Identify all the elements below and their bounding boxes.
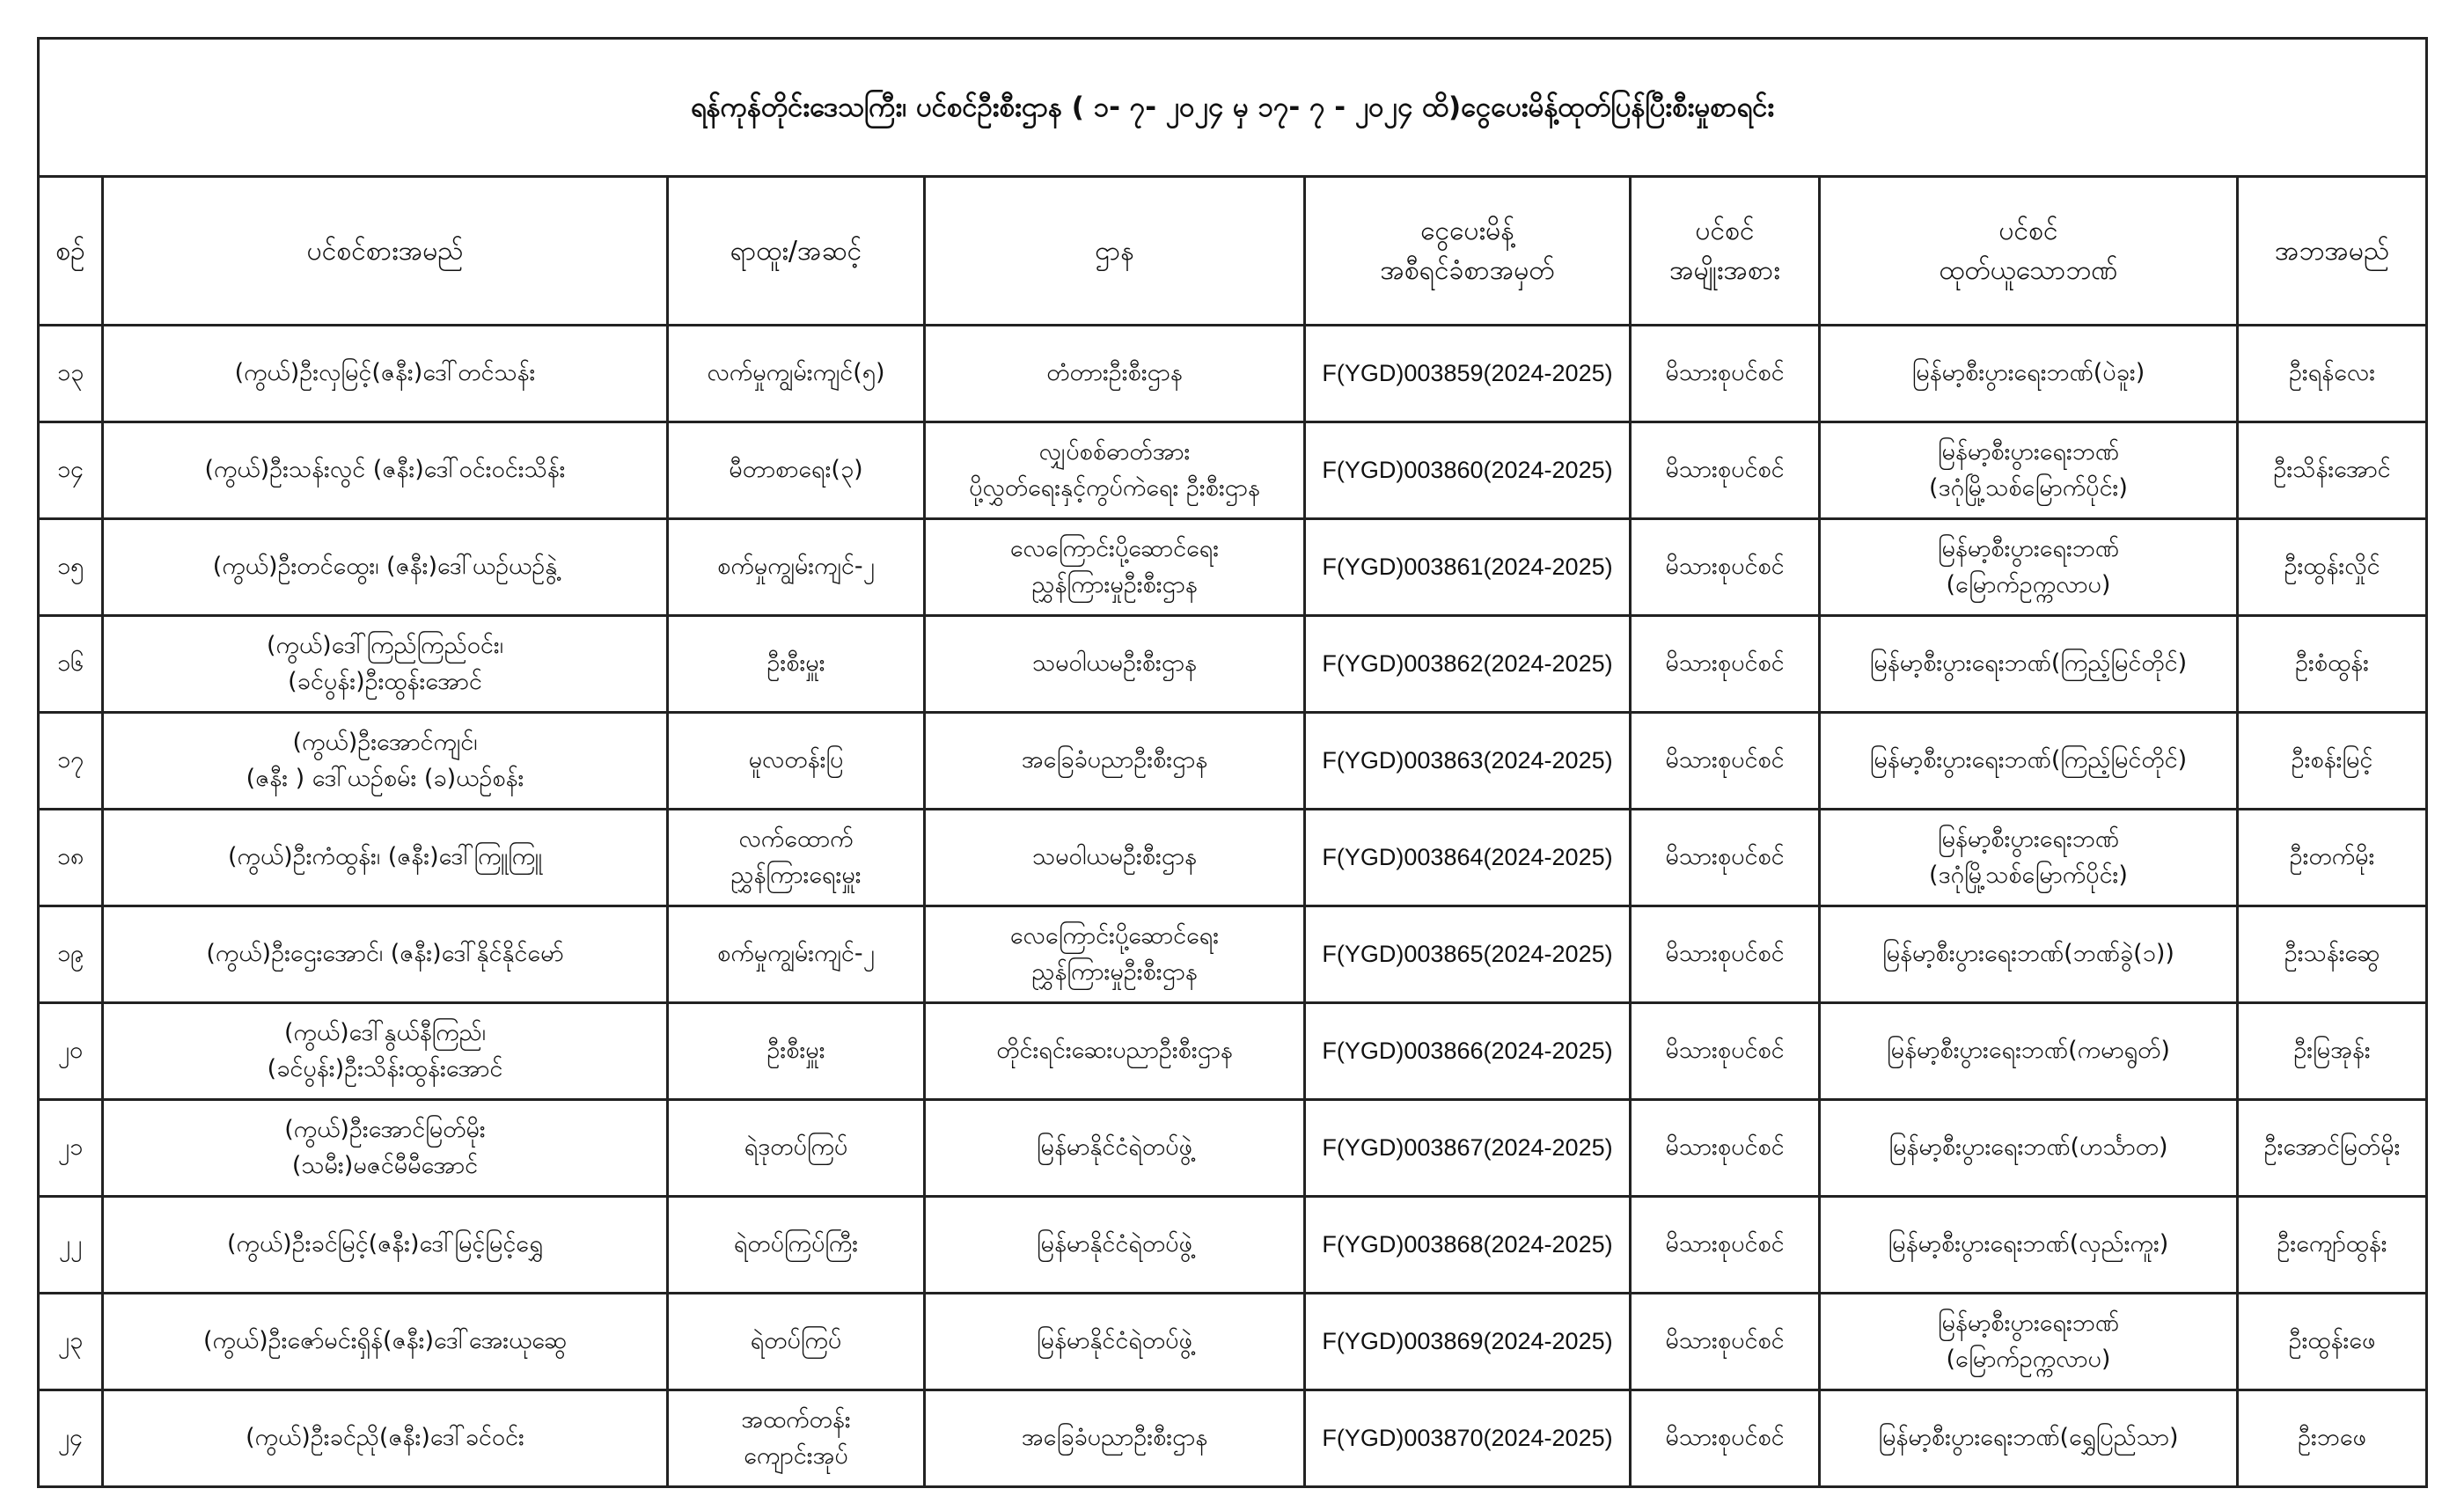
cell-department <box>925 422 1305 519</box>
col-header-reference <box>1305 177 1631 326</box>
cell-pension-type <box>1631 1100 1820 1197</box>
cell-pension-type <box>1631 1197 1820 1294</box>
cell-line: လက်မှုကျွမ်းကျင်(၅) <box>707 359 885 387</box>
cell-father-name <box>2238 713 2427 810</box>
cell-line: မိသားစုပင်စင် <box>1665 843 1785 871</box>
cell-line: ဦးကျော်ထွန်း <box>2277 1230 2387 1258</box>
cell-bank <box>1820 422 2238 519</box>
cell-line: မိသားစုပင်စင် <box>1665 1037 1785 1065</box>
cell-line: ဦးတက်မိုး <box>2289 843 2375 871</box>
cell-line: ညွှန်ကြားရေးမှူး <box>730 861 862 889</box>
cell-line: မြန်မာနိုင်ငံရဲတပ်ဖွဲ့ <box>1037 1230 1192 1258</box>
cell-father-name <box>2238 326 2427 422</box>
cell-department <box>925 519 1305 616</box>
cell-line: ၁၈ <box>56 843 84 871</box>
cell-department <box>925 1003 1305 1100</box>
cell-line: ညွှန်ကြားမှုဦးစီးဌာန <box>1031 957 1198 986</box>
cell-rank <box>668 1003 925 1100</box>
cell-line: (မြောက်ဥက္ကလာပ) <box>1946 570 2111 598</box>
cell-no <box>39 326 103 422</box>
header-line: ပင်စင် <box>1998 216 2058 246</box>
cell-rank <box>668 906 925 1003</box>
header-line: ထုတ်ယူသောဘဏ် <box>1939 255 2118 286</box>
cell-department <box>925 1294 1305 1390</box>
cell-line: ဦးသန်းဆွေ <box>2284 940 2380 968</box>
cell-bank <box>1820 326 2238 422</box>
cell-bank <box>1820 1294 2238 1390</box>
cell-bank <box>1820 1100 2238 1197</box>
cell-department <box>925 1390 1305 1487</box>
table-body <box>39 326 2427 1487</box>
cell-father-name <box>2238 1390 2427 1487</box>
cell-no <box>39 1390 103 1487</box>
cell-line: (ကွယ်)ဦးခင်မြင့်(ဇနီး)ဒေါ်မြင့်မြင့်ရွှေ <box>226 1230 543 1258</box>
cell-line: မိသားစုပင်စင် <box>1665 553 1785 581</box>
cell-line: ဦးသိန်းအောင် <box>2273 456 2391 484</box>
cell-line: လက်ထောက် <box>738 825 854 853</box>
cell-no <box>39 1100 103 1197</box>
cell-no <box>39 616 103 713</box>
table-row <box>39 1294 2427 1390</box>
header-line: ရာထူး/အဆင့် <box>730 235 862 267</box>
cell-bank <box>1820 616 2238 713</box>
cell-no <box>39 906 103 1003</box>
cell-bank <box>1820 906 2238 1003</box>
header-line: စဉ် <box>55 235 85 267</box>
cell-line: အထက်တန်း <box>741 1406 851 1434</box>
col-header-bank <box>1820 177 2238 326</box>
cell-line: ၁၄ <box>56 456 84 484</box>
cell-line: မြန်မာ့စီးပွားရေးဘဏ်(ပဲခူး) <box>1911 359 2145 387</box>
cell-line: တိုင်းရင်းဆေးပညာဦးစီးဌာန <box>996 1037 1233 1065</box>
cell-line: မြန်မာ့စီးပွားရေးဘဏ်(ကမာရွတ်) <box>1887 1037 2170 1065</box>
cell-bank <box>1820 1390 2238 1487</box>
cell-line: ဦးထွန်းဖေ <box>2288 1327 2376 1355</box>
cell-reference <box>1305 326 1631 422</box>
cell-line: မြန်မာ့စီးပွားရေးဘဏ် <box>1937 535 2120 562</box>
table-row <box>39 1197 2427 1294</box>
cell-line: F(YGD)003865(2024-2025) <box>1322 941 1613 968</box>
cell-line: မြန်မာ့စီးပွားရေးဘဏ် <box>1937 1309 2120 1337</box>
cell-line: မိသားစုပင်စင် <box>1665 940 1785 968</box>
cell-name <box>103 906 668 1003</box>
cell-father-name <box>2238 1197 2427 1294</box>
cell-pension-type <box>1631 1294 1820 1390</box>
table-row <box>39 1390 2427 1487</box>
cell-line: ဦးအောင်မြတ်မိုး <box>2263 1133 2401 1162</box>
cell-name <box>103 422 668 519</box>
cell-no <box>39 519 103 616</box>
col-header-department <box>925 177 1305 326</box>
cell-no <box>39 1003 103 1100</box>
cell-rank <box>668 1390 925 1487</box>
cell-line: ဦးစံထွန်း <box>2295 649 2369 678</box>
cell-name <box>103 1390 668 1487</box>
cell-name <box>103 810 668 906</box>
cell-line: F(YGD)003860(2024-2025) <box>1322 457 1613 484</box>
cell-no <box>39 1197 103 1294</box>
cell-father-name <box>2238 422 2427 519</box>
cell-reference <box>1305 519 1631 616</box>
cell-line: ၂၁ <box>57 1133 84 1162</box>
cell-line: (ကွယ်)ဦးသန်းလွင် (ဇနီး)ဒေါ်ဝင်းဝင်းသိန်း <box>204 456 566 484</box>
cell-line: ၁၃ <box>56 359 84 387</box>
cell-father-name <box>2238 810 2427 906</box>
cell-line: ၁၅ <box>56 553 84 581</box>
cell-line: မြန်မာနိုင်ငံရဲတပ်ဖွဲ့ <box>1037 1327 1192 1355</box>
cell-line: မိသားစုပင်စင် <box>1665 1133 1785 1162</box>
cell-line: ၁၉ <box>56 940 84 968</box>
cell-line: သမဝါယမဦးစီးဌာန <box>1032 843 1197 871</box>
cell-father-name <box>2238 519 2427 616</box>
table-row <box>39 713 2427 810</box>
cell-line: (ကွယ်)ဦးခင်ညို(ဇနီး)ဒေါ်ခင်ဝင်း <box>246 1424 524 1452</box>
cell-father-name <box>2238 1100 2427 1197</box>
cell-line: ကျောင်းအုပ် <box>744 1441 848 1470</box>
cell-rank <box>668 1100 925 1197</box>
cell-line: (ကွယ်)ဦးအောင်မြတ်မိုး <box>284 1116 486 1143</box>
cell-line: F(YGD)003869(2024-2025) <box>1322 1328 1613 1355</box>
cell-line: F(YGD)003861(2024-2025) <box>1322 554 1613 581</box>
header-line: ဌာန <box>1095 235 1134 267</box>
cell-line: မိသားစုပင်စင် <box>1665 1230 1785 1258</box>
cell-line: စက်မှုကျွမ်းကျင်-၂ <box>717 940 875 968</box>
cell-father-name <box>2238 906 2427 1003</box>
cell-name <box>103 519 668 616</box>
cell-line: ဦးစီးမှူး <box>766 1037 825 1065</box>
header-line: အဘအမည် <box>2274 235 2390 267</box>
cell-line: ၂၂ <box>58 1230 83 1258</box>
cell-line: ၂၃ <box>57 1327 84 1355</box>
cell-rank <box>668 810 925 906</box>
cell-pension-type <box>1631 326 1820 422</box>
cell-father-name <box>2238 1294 2427 1390</box>
cell-line: မြန်မာနိုင်ငံရဲတပ်ဖွဲ့ <box>1037 1133 1192 1162</box>
cell-pension-type <box>1631 519 1820 616</box>
cell-line: မြန်မာ့စီးပွားရေးဘဏ်(ကြည့်မြင်တိုင်) <box>1869 746 2188 774</box>
cell-department <box>925 906 1305 1003</box>
cell-line: (ကွယ်)ဦးအောင်ကျင်၊ <box>292 729 478 756</box>
cell-line: ၂၄ <box>57 1424 84 1452</box>
cell-rank <box>668 1294 925 1390</box>
cell-line: ရဲတပ်ကြပ် <box>750 1327 842 1355</box>
cell-line: F(YGD)003864(2024-2025) <box>1322 844 1613 871</box>
header-line: ငွေပေးမိန့် <box>1420 216 1514 246</box>
cell-line: (ခင်ပွန်း)ဦးသိန်းထွန်းအောင် <box>267 1054 503 1082</box>
pension-report-sheet <box>37 37 2425 1488</box>
cell-reference <box>1305 1197 1631 1294</box>
cell-pension-type <box>1631 1003 1820 1100</box>
cell-line: သမဝါယမဦးစီးဌာန <box>1032 649 1197 678</box>
cell-line: F(YGD)003863(2024-2025) <box>1322 747 1613 774</box>
cell-name <box>103 1003 668 1100</box>
cell-line: ၁၇ <box>56 746 84 774</box>
report-title: ရန်ကုန်တိုင်းဒေသကြီး၊ ပင်စင်ဦးစီးဌာန ( ၁- ၇- ၂၀၂၄ မှ ၁၇- ၇ - ၂၀၂၄ ထိ)ငွေပေးမိန့်ထုတ်ပြန်ပြီးစီးမှုစာရင်း <box>39 39 2427 177</box>
cell-bank <box>1820 519 2238 616</box>
cell-department <box>925 810 1305 906</box>
cell-rank <box>668 616 925 713</box>
cell-line: မီတာစာရေး(၃) <box>729 456 863 484</box>
cell-department <box>925 1100 1305 1197</box>
cell-line: လေကြောင်းပို့ဆောင်ရေး <box>1009 535 1220 562</box>
cell-bank <box>1820 810 2238 906</box>
cell-no <box>39 1294 103 1390</box>
col-header-father-name <box>2238 177 2427 326</box>
cell-line: F(YGD)003867(2024-2025) <box>1322 1134 1613 1162</box>
cell-name <box>103 1197 668 1294</box>
cell-line: မိသားစုပင်စင် <box>1665 456 1785 484</box>
cell-line: ၁၆ <box>56 649 84 678</box>
cell-line: မိသားစုပင်စင် <box>1665 1424 1785 1452</box>
table-row <box>39 616 2427 713</box>
cell-line: (ကွယ်)ဒေါ်နွယ်နီကြည်၊ <box>283 1019 487 1046</box>
header-line: ပင်စင်စားအမည် <box>306 235 464 267</box>
cell-reference <box>1305 810 1631 906</box>
cell-line: (ကွယ်)ဦးကံထွန်း၊ (ဇနီး)ဒေါ်ကြူကြူ <box>227 843 543 871</box>
cell-line: (သမီး)မဇင်မီမီအောင် <box>291 1151 479 1179</box>
table-row <box>39 810 2427 906</box>
header-row <box>39 177 2427 326</box>
cell-line: ညွှန်ကြားမှုဦးစီးဌာန <box>1031 570 1198 598</box>
cell-department <box>925 1197 1305 1294</box>
cell-name <box>103 1100 668 1197</box>
table-row <box>39 519 2427 616</box>
col-header-name <box>103 177 668 326</box>
cell-line: တံတားဦးစီးဌာန <box>1046 359 1183 387</box>
cell-no <box>39 810 103 906</box>
cell-name <box>103 616 668 713</box>
cell-line: (ကွယ်)ဦးဌေးအောင်၊ (ဇနီး)ဒေါ်နိုင်နိုင်မော် <box>206 940 564 968</box>
cell-line: မြန်မာ့စီးပွားရေးဘဏ်(ရွှေပြည်သာ) <box>1878 1424 2179 1452</box>
cell-line: F(YGD)003866(2024-2025) <box>1322 1038 1613 1065</box>
cell-father-name <box>2238 1003 2427 1100</box>
table-row <box>39 1100 2427 1197</box>
cell-line: လေကြောင်းပို့ဆောင်ရေး <box>1009 922 1220 950</box>
cell-reference <box>1305 422 1631 519</box>
cell-rank <box>668 1197 925 1294</box>
cell-pension-type <box>1631 616 1820 713</box>
table-row <box>39 326 2427 422</box>
cell-department <box>925 713 1305 810</box>
cell-reference <box>1305 616 1631 713</box>
cell-line: ဦးရန်လေး <box>2288 359 2376 387</box>
cell-bank <box>1820 713 2238 810</box>
cell-reference <box>1305 1100 1631 1197</box>
cell-bank <box>1820 1003 2238 1100</box>
col-header-no <box>39 177 103 326</box>
cell-line: ဦးစီးမှူး <box>766 649 825 678</box>
cell-department <box>925 326 1305 422</box>
cell-line: F(YGD)003859(2024-2025) <box>1322 360 1613 387</box>
cell-department <box>925 616 1305 713</box>
cell-line: (မြောက်ဥက္ကလာပ) <box>1946 1345 2111 1373</box>
cell-reference <box>1305 906 1631 1003</box>
cell-pension-type <box>1631 810 1820 906</box>
cell-line: မြန်မာ့စီးပွားရေးဘဏ်(လှည်းကူး) <box>1888 1230 2169 1258</box>
cell-line: F(YGD)003862(2024-2025) <box>1322 650 1613 678</box>
cell-line: (ကွယ်)ဦးလှမြင့်(ဇနီး)ဒေါ်တင်သန်း <box>234 359 536 387</box>
cell-line: ဦးဘဖေ <box>2298 1424 2366 1452</box>
cell-reference <box>1305 713 1631 810</box>
cell-line: အခြေခံပညာဦးစီးဌာန <box>1021 1424 1208 1452</box>
cell-rank <box>668 422 925 519</box>
cell-line: မြန်မာ့စီးပွားရေးဘဏ် <box>1937 438 2120 466</box>
cell-line: မြန်မာ့စီးပွားရေးဘဏ်(ဘဏ်ခွဲ(၁)) <box>1882 940 2174 968</box>
cell-rank <box>668 713 925 810</box>
header-line: အမျိုးအစား <box>1669 255 1780 286</box>
cell-rank <box>668 519 925 616</box>
cell-line: မိသားစုပင်စင် <box>1665 649 1785 678</box>
cell-line: ဦးထွန်းလှိုင် <box>2284 553 2380 581</box>
cell-no <box>39 422 103 519</box>
cell-pension-type <box>1631 1390 1820 1487</box>
cell-line: F(YGD)003868(2024-2025) <box>1322 1231 1613 1258</box>
cell-line: မြန်မာ့စီးပွားရေးဘဏ်(ဟင်္သာတ) <box>1888 1133 2168 1162</box>
cell-line: မြန်မာ့စီးပွားရေးဘဏ် <box>1937 825 2120 853</box>
cell-reference <box>1305 1003 1631 1100</box>
cell-line: (ကွယ်)ဦးဇော်မင်းရှိန်(ဇနီး)ဒေါ်အေးယုဆွေ <box>202 1327 568 1355</box>
cell-line: မူလတန်းပြ <box>748 746 844 774</box>
cell-line: ဦးမြအုန်း <box>2293 1037 2371 1065</box>
cell-line: (ဒဂုံမြို့သစ်မြောက်ပိုင်း) <box>1929 473 2128 502</box>
cell-line: (ခင်ပွန်း)ဦးထွန်းအောင် <box>288 667 482 695</box>
title-row <box>39 39 2427 177</box>
cell-rank <box>668 326 925 422</box>
header-line: ပင်စင် <box>1695 216 1755 246</box>
cell-line: (ဇနီး ) ဒေါ်ယဉ်စမ်း (ခ)ယဉ်စန်း <box>246 764 524 792</box>
cell-father-name <box>2238 616 2427 713</box>
cell-line: (ကွယ်)ဒေါ်ကြည်ကြည်ဝင်း၊ <box>267 632 503 659</box>
cell-bank <box>1820 1197 2238 1294</box>
header-line: အစီရင်ခံစာအမှတ် <box>1380 255 1555 286</box>
cell-line: ပို့လွှတ်ရေးနှင့်ကွပ်ကဲရေး ဦးစီးဌာန <box>969 473 1260 502</box>
cell-line: (ကွယ်)ဦးတင်ထွေး၊ (ဇနီး)ဒေါ်ယဉ်ယဉ်နွဲ့ <box>212 553 558 581</box>
cell-no <box>39 713 103 810</box>
table-row <box>39 422 2427 519</box>
cell-line: ဦးစန်းမြင့် <box>2291 746 2373 774</box>
cell-line: မိသားစုပင်စင် <box>1665 746 1785 774</box>
cell-line: ရဲတပ်ကြပ်ကြီး <box>733 1230 859 1258</box>
col-header-pension-type <box>1631 177 1820 326</box>
cell-line: ရဲဒုတပ်ကြပ် <box>744 1133 848 1162</box>
cell-pension-type <box>1631 906 1820 1003</box>
cell-name <box>103 326 668 422</box>
pension-table <box>37 37 2428 1488</box>
cell-reference <box>1305 1294 1631 1390</box>
cell-pension-type <box>1631 422 1820 519</box>
cell-name <box>103 1294 668 1390</box>
cell-line: (ဒဂုံမြို့သစ်မြောက်ပိုင်း) <box>1929 861 2128 889</box>
table-row <box>39 906 2427 1003</box>
cell-line: F(YGD)003870(2024-2025) <box>1322 1425 1613 1452</box>
cell-pension-type <box>1631 713 1820 810</box>
cell-line: မိသားစုပင်စင် <box>1665 359 1785 387</box>
cell-line: မိသားစုပင်စင် <box>1665 1327 1785 1355</box>
table-row <box>39 1003 2427 1100</box>
cell-line: အခြေခံပညာဦးစီးဌာန <box>1021 746 1208 774</box>
col-header-rank <box>668 177 925 326</box>
cell-line: လျှပ်စစ်ဓာတ်အား <box>1038 438 1191 466</box>
cell-line: မြန်မာ့စီးပွားရေးဘဏ်(ကြည့်မြင်တိုင်) <box>1869 649 2188 678</box>
cell-line: ၂၀ <box>57 1037 84 1065</box>
cell-line: စက်မှုကျွမ်းကျင်-၂ <box>717 553 875 581</box>
cell-name <box>103 713 668 810</box>
cell-reference <box>1305 1390 1631 1487</box>
